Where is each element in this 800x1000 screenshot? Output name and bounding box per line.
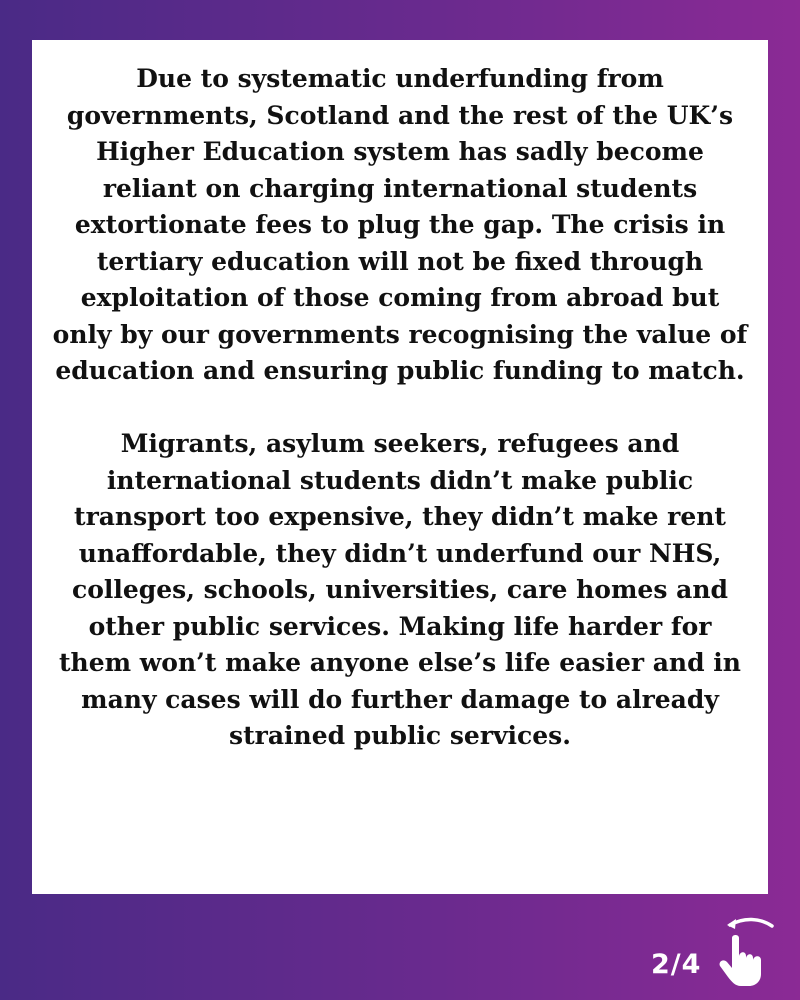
paragraph-1: [50, 61, 750, 390]
paragraph-spacer: [50, 390, 750, 427]
paragraph-2-line: transport too expensive, they didn’t make rent: [74, 502, 726, 531]
paragraph-2-line: unaffordable, they didn’t underfund our NHS,: [78, 538, 722, 568]
paragraph-1-line: governments, Scotland and the rest of the UK’s: [66, 100, 734, 130]
paragraph-1-line: exploitation of those coming from abroad but: [80, 283, 720, 312]
swipe-left-hand-icon[interactable]: [716, 916, 780, 988]
paragraph-1-line: reliant on charging international students: [102, 173, 698, 203]
paragraph-1-line: education and ensuring public funding to match.: [55, 356, 745, 385]
paragraph-1-line: Due to systematic underfunding from: [136, 64, 664, 93]
paragraph-2-line: Migrants, asylum seekers, refugees and: [120, 429, 680, 458]
paragraph-2-line: colleges, schools, universities, care homes and: [72, 575, 728, 604]
paragraph-2-line: strained public services.: [229, 721, 571, 750]
paragraph-1-line: extortionate fees to plug the gap. The crisis in: [74, 210, 726, 239]
paragraph-1-line: only by our governments recognising the value of: [52, 319, 748, 349]
paragraph-2-line: other public services. Making life harder for: [88, 611, 712, 641]
paragraph-1-line: tertiary education will not be fixed through: [96, 246, 704, 276]
paragraph-2-line: many cases will do further damage to already: [81, 684, 719, 714]
paragraph-2: [50, 426, 750, 755]
text-card: [32, 40, 768, 894]
paragraph-2-line: international students didn’t make public: [106, 465, 694, 495]
page-indicator: 2/4: [651, 949, 702, 980]
paragraph-2-line: them won’t make anyone else’s life easier and in: [59, 648, 741, 677]
paragraph-1-line: Higher Education system has sadly become: [96, 137, 704, 166]
